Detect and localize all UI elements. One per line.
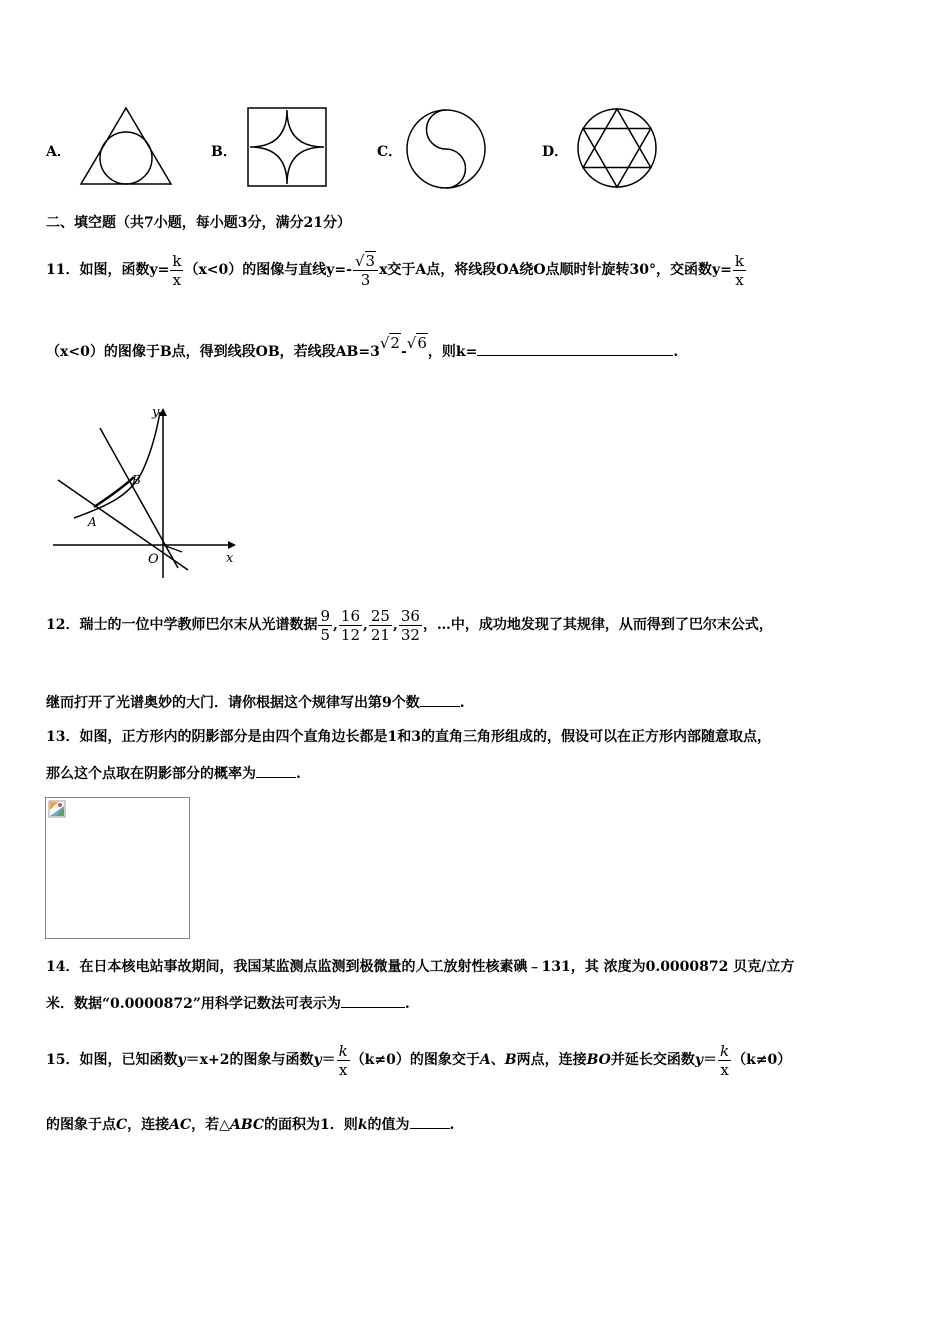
q15-text-4: 两点，连接 <box>516 1052 587 1068</box>
q15-answer-blank[interactable] <box>410 1114 450 1129</box>
q15-text-7: ，连接 <box>127 1117 170 1133</box>
q11-line-ob <box>100 428 178 568</box>
q11-sqrt6: √6 <box>406 334 427 352</box>
q11-text-1: 11．如图，函数y= <box>46 262 170 278</box>
q11-x-arrow <box>228 541 236 549</box>
q15-text-8: ，若△ <box>191 1117 230 1133</box>
q12-frac-4-den: 32 <box>400 625 420 644</box>
q14-end: . <box>404 996 410 1012</box>
q11-origin-tick <box>163 545 182 552</box>
option-a-label: A． <box>46 144 71 160</box>
q15-fraction-k-over-x-2 <box>718 1042 731 1079</box>
q12-frac-1 <box>318 607 332 644</box>
q15-point-c: C <box>116 1117 128 1133</box>
q14-text-2: 米．数据“0.0000872”用科学记数法可表示为 <box>46 996 341 1012</box>
option-d-label: D． <box>542 144 569 160</box>
q11-sqrt2: √2 <box>379 334 400 352</box>
q11-sqrt2-value: 2 <box>390 334 400 352</box>
q12-line-1: 12．瑞士的一位中学教师巴尔末从光谱数据 $\frac{9}{5}$ , $\frac{16}{12}$ , $\frac{25}{21}$ , $\frac{36}{32}$ ，…中，成功地发现了其规律，从而得到了巴尔末公式， <box>46 606 773 644</box>
q11-text-4: （x<0）的图像于B点，得到线段OB，若线段AB=3 <box>46 344 380 360</box>
q11-frac-three: 3 <box>360 270 371 289</box>
q15-frac2-num: k <box>720 1041 730 1060</box>
q15-eq-2: ＝ <box>321 1052 336 1068</box>
option-c-label: C． <box>377 144 403 160</box>
q12-frac-4-num: 36 <box>400 606 420 625</box>
q15-triangle-abc: ABC <box>229 1117 265 1133</box>
q11-label-y: y <box>152 405 160 420</box>
broken-image-icon <box>48 800 66 818</box>
option-d-figure <box>575 106 659 190</box>
q11-fraction-sqrt3-over-3 <box>353 252 378 289</box>
q15-end: . <box>449 1117 455 1133</box>
q11-text-2: （x<0）的图像与直线y=- <box>184 262 352 278</box>
q11-line-1 <box>46 240 747 300</box>
q14-answer-blank[interactable] <box>341 993 405 1008</box>
q11-frac-numerator: k <box>172 251 182 270</box>
q11-frac-denominator: x <box>172 270 182 289</box>
section-heading: 二、填空题（共7小题，每小题3分，满分21分） <box>46 215 351 231</box>
q11-label-x: x <box>226 551 234 566</box>
q13-text-2: 那么这个点取在阴影部分的概率为 <box>46 766 256 782</box>
q12-frac-1-den: 5 <box>320 625 331 644</box>
q15-frac-den: x <box>338 1060 348 1079</box>
q15-frac-num: k <box>338 1041 348 1060</box>
q13-answer-blank[interactable] <box>256 763 296 778</box>
q11-frac-sqrt3: √3 <box>353 252 378 271</box>
q15-var-y-2: y <box>313 1052 322 1068</box>
option-a-figure <box>78 104 174 188</box>
q15-sep: 、 <box>490 1052 505 1068</box>
q12-answer-blank[interactable] <box>420 692 460 707</box>
q13-line-1: 13．如图，正方形内的阴影部分是由四个直角边长都是1和3的直角三角形组成的，假设可以在正方形内部随意取点， <box>46 729 771 745</box>
q11-fraction-k-over-x-2 <box>733 252 746 289</box>
q12-frac-2-num: 16 <box>340 606 360 625</box>
q12-frac-3-den: 21 <box>370 625 390 644</box>
q12-frac-2-den: 12 <box>340 625 360 644</box>
q11-frac2-numerator: k <box>734 251 744 270</box>
q15-line-2 <box>46 1114 454 1134</box>
q15-segment-bo: BO <box>586 1052 611 1068</box>
q11-line-2 <box>46 334 679 361</box>
q11-text-5: ，则k= <box>427 344 478 360</box>
q15-eq-3: ＝ <box>703 1052 718 1068</box>
q12-frac-3 <box>369 607 392 644</box>
q15-var-y: y <box>177 1052 186 1068</box>
q15-cond-2: （k≠0） <box>732 1052 792 1068</box>
q13-end: . <box>296 766 301 782</box>
q15-frac2-den: x <box>720 1060 729 1079</box>
q12-text-1: 12．瑞士的一位中学教师巴尔末从光谱数据 <box>46 617 318 633</box>
q14-line-1: 14．在日本核电站事故期间，我国某监测点监测到极微量的人工放射性核素碘﹣131，其 浓度为0.0000872 贝克/立方 <box>46 959 795 975</box>
q15-eq-1: ＝x+2 <box>185 1052 230 1068</box>
q11-minus: - <box>400 344 407 360</box>
q12-frac-3-num: 25 <box>370 606 390 625</box>
q11-sqrt6-value: 6 <box>417 334 427 352</box>
q15-text-3: 的图象交于 <box>409 1052 480 1068</box>
q11-frac2-denominator: x <box>735 270 744 289</box>
q12-frac-1-num: 9 <box>320 606 331 625</box>
q11-hyperbola <box>74 412 160 518</box>
option-b-label: B． <box>211 144 237 160</box>
option-c-figure <box>404 107 488 191</box>
q15-var-k: k <box>357 1117 368 1133</box>
q12-frac-2 <box>339 607 362 644</box>
q15-segment-ac: AC <box>169 1117 192 1133</box>
q15-text-6: 的图象于点 <box>46 1117 116 1133</box>
q13-line-2 <box>46 763 301 783</box>
q15-line-1 <box>46 1030 791 1090</box>
q15-var-y-3: y <box>694 1052 704 1068</box>
q12-end: . <box>459 695 465 711</box>
q15-text-2: 的图象与函数 <box>229 1052 314 1068</box>
q11-label-a: A <box>88 515 97 529</box>
q11-end: . <box>673 344 679 360</box>
q15-text-5: 并延长交函数 <box>610 1052 695 1068</box>
q11-sqrt3-value: 3 <box>365 251 376 270</box>
q11-line-oa <box>58 480 188 570</box>
q15-point-b: B <box>504 1052 517 1068</box>
q14-line-2 <box>46 993 410 1013</box>
q15-cond-1: （k≠0） <box>350 1052 410 1068</box>
q11-fraction-k-over-x <box>170 252 183 289</box>
option-b-figure <box>246 106 328 188</box>
q11-label-b: B <box>132 473 141 487</box>
q12-frac-4 <box>399 607 422 644</box>
q15-point-a: A <box>479 1052 491 1068</box>
q15-fraction-k-over-x <box>337 1042 350 1079</box>
q11-graph <box>50 400 245 580</box>
q12-text-3: 继而打开了光谱奥妙的大门．请你根据这个规律写出第9个数 <box>46 695 420 711</box>
q11-arc-ab <box>94 477 134 507</box>
q15-text-9: 的面积为1．则 <box>264 1117 358 1133</box>
q15-text-1: 15．如图，已知函数 <box>46 1052 178 1068</box>
q12-line-2 <box>46 692 465 712</box>
q12-text-2: ，…中，成功地发现了其规律，从而得到了巴尔末公式， <box>422 617 773 633</box>
q11-text-3: x交于A点，将线段OA绕O点顺时针旋转30°，交函数y= <box>379 262 732 278</box>
q11-answer-blank[interactable] <box>477 341 673 356</box>
q11-label-o: O <box>148 552 159 567</box>
q13-broken-image <box>45 797 190 939</box>
q15-text-10: 的值为 <box>367 1117 410 1133</box>
